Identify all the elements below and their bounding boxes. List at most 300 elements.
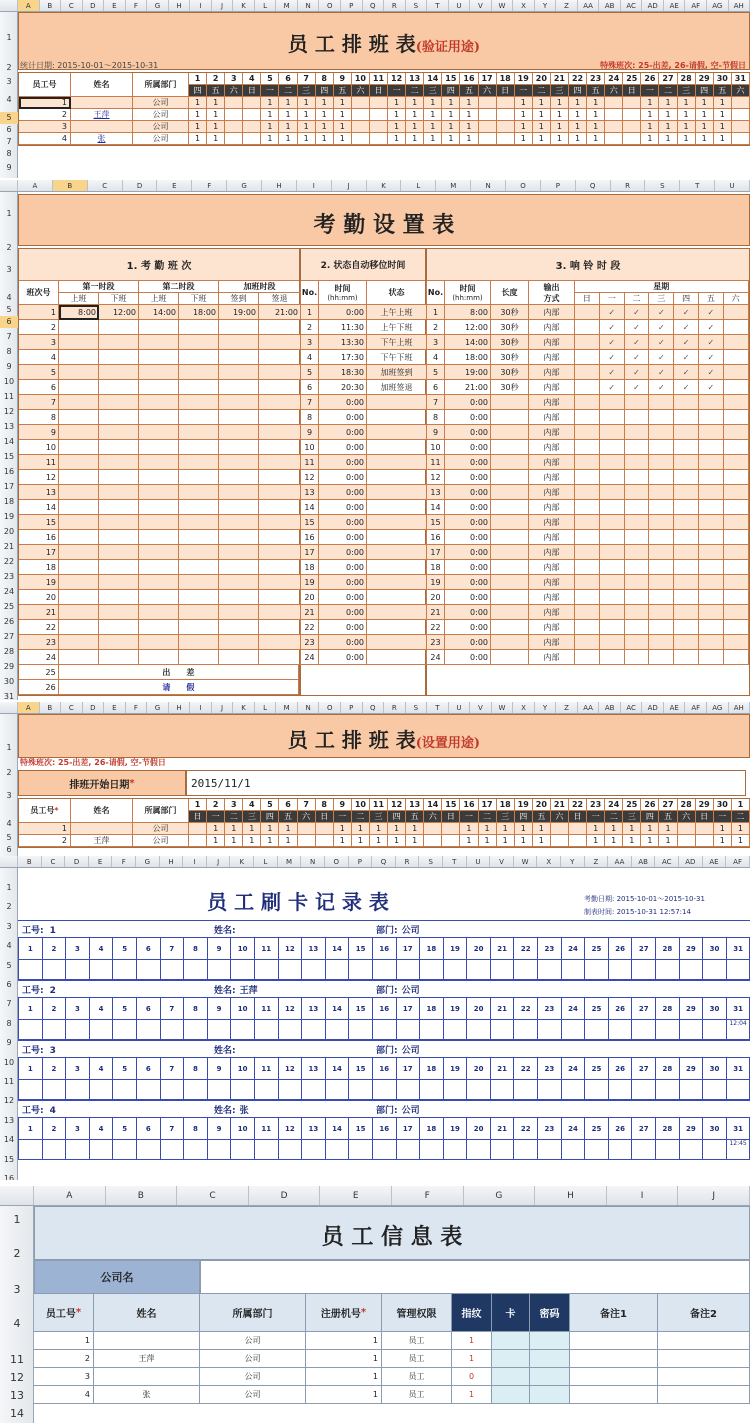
check-icon[interactable]	[625, 410, 650, 425]
shift-time-cell[interactable]	[59, 395, 99, 410]
shift-cell[interactable]: 1	[551, 109, 569, 121]
status-time[interactable]: 0:00	[319, 575, 367, 590]
shift-time-cell[interactable]	[59, 365, 99, 380]
shift-time-cell[interactable]	[259, 440, 301, 455]
shift-cell[interactable]	[189, 823, 207, 835]
bell-time[interactable]: 0:00	[445, 500, 491, 515]
check-icon[interactable]	[699, 590, 724, 605]
check-icon[interactable]	[724, 515, 749, 530]
shift-time-cell[interactable]	[59, 590, 99, 605]
punch-cell[interactable]	[491, 1140, 515, 1160]
check-icon[interactable]	[649, 455, 674, 470]
row-header[interactable]: 16	[3, 1174, 15, 1180]
shift-time-cell[interactable]: 18:00	[179, 305, 219, 320]
punch-cell[interactable]	[255, 1080, 279, 1100]
column-header[interactable]: H	[169, 0, 191, 11]
note1-cell[interactable]	[570, 1350, 658, 1368]
check-icon[interactable]: ✓	[625, 305, 650, 320]
row-header[interactable]: 5	[6, 305, 12, 314]
shift-time-cell[interactable]	[179, 335, 219, 350]
check-icon[interactable]: ✓	[674, 380, 699, 395]
check-icon[interactable]	[625, 485, 650, 500]
column-header[interactable]: N	[301, 856, 325, 867]
punch-cell[interactable]	[727, 1080, 750, 1100]
shift-time-cell[interactable]	[139, 650, 179, 665]
shift-time-cell[interactable]	[139, 470, 179, 485]
shift-cell[interactable]: 1	[388, 133, 406, 145]
shift-time-cell[interactable]	[179, 395, 219, 410]
check-icon[interactable]	[625, 545, 650, 560]
column-header[interactable]: AF	[726, 856, 750, 867]
row-header[interactable]: 11	[3, 1077, 15, 1086]
shift-time-cell[interactable]	[59, 575, 99, 590]
column-header[interactable]: L	[254, 856, 278, 867]
shift-cell[interactable]: 1	[479, 823, 497, 835]
shift-cell[interactable]: 1	[406, 823, 424, 835]
machine-cell[interactable]: 1	[306, 1350, 382, 1368]
shift-cell[interactable]: 1	[460, 97, 478, 109]
shift-time-cell[interactable]	[99, 380, 139, 395]
column-header[interactable]: H	[169, 702, 191, 713]
shift-cell[interactable]	[225, 109, 243, 121]
shift-cell[interactable]: 1	[388, 121, 406, 133]
password-cell[interactable]	[530, 1350, 570, 1368]
shift-cell[interactable]: 1	[388, 97, 406, 109]
punch-cell[interactable]	[208, 1020, 232, 1040]
punch-cell[interactable]	[231, 1020, 255, 1040]
shift-cell[interactable]	[370, 97, 388, 109]
column-header[interactable]: AD	[642, 0, 664, 11]
check-icon[interactable]: ✓	[649, 350, 674, 365]
shift-time-cell[interactable]	[259, 530, 301, 545]
check-icon[interactable]: ✓	[600, 380, 625, 395]
status-time[interactable]: 0:00	[319, 530, 367, 545]
shift-cell[interactable]: 1	[515, 121, 533, 133]
shift-time-cell[interactable]	[219, 650, 259, 665]
status-name[interactable]	[367, 545, 427, 560]
column-header[interactable]: A	[18, 0, 40, 11]
corner-select-all[interactable]	[0, 1186, 34, 1205]
punch-cell[interactable]	[632, 1080, 656, 1100]
shift-cell[interactable]: 1	[189, 121, 207, 133]
punch-cell[interactable]	[467, 1080, 491, 1100]
shift-cell[interactable]	[370, 109, 388, 121]
column-header[interactable]: P	[349, 856, 373, 867]
check-icon[interactable]	[699, 545, 724, 560]
shift-cell[interactable]: 1	[659, 823, 677, 835]
column-header-bar[interactable]	[0, 702, 750, 714]
status-name[interactable]: 加班签退	[367, 380, 427, 395]
shift-cell[interactable]	[479, 109, 497, 121]
note1-cell[interactable]	[570, 1368, 658, 1386]
bell-length[interactable]	[491, 395, 529, 410]
shift-cell[interactable]: 1	[460, 823, 478, 835]
shift-cell[interactable]: 1	[442, 133, 460, 145]
punch-cell[interactable]	[632, 1140, 656, 1160]
shift-time-cell[interactable]	[99, 470, 139, 485]
row-header[interactable]: 31	[3, 692, 15, 700]
password-cell[interactable]	[530, 1386, 570, 1404]
row-header[interactable]: 5	[0, 112, 18, 124]
check-icon[interactable]	[575, 470, 600, 485]
column-header[interactable]: G	[147, 702, 169, 713]
shift-cell[interactable]: 1	[261, 121, 279, 133]
shift-cell[interactable]: 1	[279, 121, 297, 133]
row-header[interactable]: 1	[6, 883, 12, 892]
shift-cell[interactable]: 1	[732, 835, 750, 847]
bell-time[interactable]: 14:00	[445, 335, 491, 350]
check-icon[interactable]	[724, 335, 749, 350]
column-header[interactable]: U	[467, 856, 491, 867]
row-header[interactable]: 9	[6, 1038, 12, 1048]
column-header[interactable]: Z	[556, 0, 578, 11]
row-header[interactable]: 25	[3, 602, 15, 611]
bell-length[interactable]	[491, 530, 529, 545]
shift-time-cell[interactable]	[99, 635, 139, 650]
status-time[interactable]: 0:00	[319, 425, 367, 440]
row-header[interactable]: 14	[3, 1135, 15, 1145]
shift-time-cell[interactable]	[259, 365, 301, 380]
name-cell[interactable]	[71, 121, 133, 133]
punch-cell[interactable]	[420, 1080, 444, 1100]
punch-cell[interactable]	[161, 1080, 185, 1100]
shift-time-cell[interactable]	[259, 335, 301, 350]
shift-time-cell[interactable]	[179, 410, 219, 425]
shift-cell[interactable]	[298, 823, 316, 835]
note2-cell[interactable]	[658, 1368, 750, 1386]
shift-time-cell[interactable]	[179, 620, 219, 635]
shift-time-cell[interactable]	[139, 635, 179, 650]
shift-cell[interactable]: 1	[298, 109, 316, 121]
column-header[interactable]: O	[325, 856, 349, 867]
row-header[interactable]: 13	[3, 422, 15, 431]
shift-time-cell[interactable]	[99, 545, 139, 560]
bell-time[interactable]: 0:00	[445, 515, 491, 530]
row-header[interactable]: 4	[6, 819, 12, 828]
shift-time-cell[interactable]	[259, 470, 301, 485]
column-header[interactable]: J	[678, 1186, 750, 1205]
shift-cell[interactable]: 1	[388, 823, 406, 835]
check-icon[interactable]	[600, 530, 625, 545]
shift-cell[interactable]	[370, 121, 388, 133]
column-header[interactable]: K	[233, 0, 255, 11]
shift-time-cell[interactable]	[139, 560, 179, 575]
shift-time-cell[interactable]	[259, 560, 301, 575]
punch-cell[interactable]	[113, 1140, 137, 1160]
row-header[interactable]: 4	[6, 95, 12, 104]
punch-cell[interactable]	[491, 1020, 515, 1040]
check-icon[interactable]	[699, 635, 724, 650]
column-header[interactable]: L	[255, 0, 277, 11]
status-time[interactable]: 0:00	[319, 560, 367, 575]
check-icon[interactable]	[674, 515, 699, 530]
column-header[interactable]: AG	[707, 702, 729, 713]
check-icon[interactable]	[649, 635, 674, 650]
row-header[interactable]: 13	[10, 1389, 24, 1402]
column-header[interactable]: E	[104, 0, 126, 11]
punch-cell[interactable]	[137, 1020, 161, 1040]
punch-cell[interactable]	[538, 1080, 562, 1100]
row-header[interactable]: 6	[6, 125, 12, 134]
punch-cell[interactable]	[326, 1080, 350, 1100]
column-header[interactable]: H	[535, 1186, 607, 1205]
bell-output[interactable]: 内部	[529, 590, 575, 605]
shift-time-cell[interactable]: 19:00	[219, 305, 259, 320]
shift-time-cell[interactable]	[259, 380, 301, 395]
column-header[interactable]: L	[401, 180, 436, 191]
shift-time-cell[interactable]	[99, 500, 139, 515]
column-header[interactable]: J	[212, 0, 234, 11]
punch-cell[interactable]	[467, 960, 491, 980]
shift-time-cell[interactable]	[179, 605, 219, 620]
column-header[interactable]: G	[464, 1186, 536, 1205]
shift-cell[interactable]: 1	[714, 97, 732, 109]
shift-cell[interactable]	[605, 97, 623, 109]
row-header[interactable]: 15	[3, 452, 15, 461]
shift-time-cell[interactable]	[59, 425, 99, 440]
note1-cell[interactable]	[570, 1386, 658, 1404]
punch-cell[interactable]	[420, 1020, 444, 1040]
dept-cell[interactable]: 公司	[200, 1386, 306, 1404]
row-header[interactable]: 3	[6, 791, 12, 800]
corner-select-all[interactable]	[0, 702, 18, 713]
shift-cell[interactable]	[605, 133, 623, 145]
bell-time[interactable]: 0:00	[445, 395, 491, 410]
bell-length[interactable]	[491, 560, 529, 575]
shift-cell[interactable]: 1	[587, 823, 605, 835]
punch-cell[interactable]	[90, 1020, 114, 1040]
shift-time-cell[interactable]	[219, 560, 259, 575]
shift-time-cell[interactable]	[219, 425, 259, 440]
bell-time[interactable]: 0:00	[445, 545, 491, 560]
shift-time-cell[interactable]	[59, 545, 99, 560]
column-header[interactable]: E	[320, 1186, 392, 1205]
column-header[interactable]: F	[126, 702, 148, 713]
row-header[interactable]: 12	[3, 1096, 15, 1106]
status-name[interactable]	[367, 560, 427, 575]
status-name[interactable]	[367, 485, 427, 500]
check-icon[interactable]	[600, 590, 625, 605]
shift-cell[interactable]	[696, 823, 714, 835]
shift-cell[interactable]	[497, 97, 515, 109]
bell-length[interactable]: 30秒	[491, 350, 529, 365]
shift-cell[interactable]: 1	[533, 835, 551, 847]
status-time[interactable]: 0:00	[319, 455, 367, 470]
column-header[interactable]: U	[449, 702, 471, 713]
shift-cell[interactable]	[424, 835, 442, 847]
name-cell[interactable]: 王萍	[71, 835, 133, 847]
shift-time-cell[interactable]	[259, 455, 301, 470]
column-header[interactable]: AA	[578, 0, 600, 11]
shift-time-cell[interactable]	[259, 395, 301, 410]
check-icon[interactable]	[674, 620, 699, 635]
column-header[interactable]: H	[262, 180, 297, 191]
check-icon[interactable]	[575, 575, 600, 590]
shift-cell[interactable]: 1	[515, 823, 533, 835]
bell-output[interactable]: 内部	[529, 530, 575, 545]
bell-length[interactable]: 30秒	[491, 380, 529, 395]
check-icon[interactable]	[575, 440, 600, 455]
check-icon[interactable]	[649, 530, 674, 545]
punch-cell[interactable]	[161, 960, 185, 980]
column-header[interactable]: C	[42, 856, 66, 867]
column-header[interactable]: Q	[363, 0, 385, 11]
bell-output[interactable]: 内部	[529, 650, 575, 665]
shift-cell[interactable]: 1	[316, 109, 334, 121]
column-header[interactable]: P	[341, 702, 363, 713]
column-header[interactable]: C	[61, 0, 83, 11]
check-icon[interactable]	[674, 590, 699, 605]
column-header[interactable]: J	[207, 856, 231, 867]
shift-time-cell[interactable]	[219, 335, 259, 350]
shift-cell[interactable]	[352, 97, 370, 109]
permission-cell[interactable]: 员工	[382, 1350, 452, 1368]
shift-time-cell[interactable]	[179, 380, 219, 395]
shift-cell[interactable]	[569, 835, 587, 847]
check-icon[interactable]	[600, 650, 625, 665]
dept-cell[interactable]: 公司	[133, 109, 189, 121]
shift-time-cell[interactable]	[59, 500, 99, 515]
bell-length[interactable]	[491, 575, 529, 590]
status-time[interactable]: 13:30	[319, 335, 367, 350]
column-header[interactable]: T	[443, 856, 467, 867]
shift-time-cell[interactable]	[99, 395, 139, 410]
check-icon[interactable]	[649, 560, 674, 575]
row-header[interactable]: 1	[6, 33, 12, 42]
punch-cell[interactable]	[66, 1020, 90, 1040]
name-cell[interactable]: 王萍	[94, 1350, 200, 1368]
row-header[interactable]: 18	[3, 497, 15, 506]
shift-cell[interactable]: 1	[533, 823, 551, 835]
shift-time-cell[interactable]	[179, 455, 219, 470]
shift-time-cell[interactable]	[99, 425, 139, 440]
shift-cell[interactable]: 1	[587, 109, 605, 121]
shift-time-cell[interactable]	[99, 650, 139, 665]
punch-cell[interactable]	[19, 1140, 43, 1160]
column-header[interactable]: O	[319, 702, 341, 713]
shift-time-cell[interactable]: 14:00	[139, 305, 179, 320]
shift-time-cell[interactable]: 12:00	[99, 305, 139, 320]
column-header[interactable]: K	[230, 856, 254, 867]
punch-cell[interactable]	[349, 1140, 373, 1160]
punch-cell[interactable]	[397, 1020, 421, 1040]
punch-cell[interactable]	[255, 960, 279, 980]
check-icon[interactable]: ✓	[649, 365, 674, 380]
shift-cell[interactable]: 1	[279, 823, 297, 835]
shift-time-cell[interactable]	[99, 590, 139, 605]
punch-cell[interactable]	[632, 960, 656, 980]
punch-cell[interactable]	[656, 960, 680, 980]
punch-cell[interactable]	[161, 1020, 185, 1040]
bell-output[interactable]: 内部	[529, 395, 575, 410]
shift-time-cell[interactable]	[99, 530, 139, 545]
row-header[interactable]: 22	[3, 557, 15, 566]
shift-time-cell[interactable]	[179, 350, 219, 365]
punch-cell[interactable]	[184, 1140, 208, 1160]
check-icon[interactable]	[674, 395, 699, 410]
shift-cell[interactable]: 1	[261, 109, 279, 121]
row-header[interactable]: 2	[6, 63, 12, 72]
check-icon[interactable]: ✓	[674, 365, 699, 380]
punch-cell[interactable]	[279, 960, 303, 980]
shift-cell[interactable]: 1	[696, 133, 714, 145]
shift-time-cell[interactable]	[139, 320, 179, 335]
shift-cell[interactable]: 1	[605, 835, 623, 847]
shift-time-cell[interactable]	[219, 500, 259, 515]
column-header[interactable]: S	[645, 180, 680, 191]
shift-cell[interactable]: 1	[551, 133, 569, 145]
shift-time-cell[interactable]	[179, 650, 219, 665]
check-icon[interactable]: ✓	[625, 320, 650, 335]
column-header[interactable]: Y	[535, 0, 557, 11]
column-header[interactable]: G	[227, 180, 262, 191]
punch-cell[interactable]	[113, 960, 137, 980]
punch-cell[interactable]	[43, 1020, 67, 1040]
shift-time-cell[interactable]	[219, 485, 259, 500]
check-icon[interactable]	[724, 575, 749, 590]
punch-cell[interactable]	[656, 1080, 680, 1100]
check-icon[interactable]	[575, 515, 600, 530]
punch-cell[interactable]	[562, 1080, 586, 1100]
status-name[interactable]	[367, 530, 427, 545]
shift-cell[interactable]: 1	[189, 97, 207, 109]
check-icon[interactable]	[699, 620, 724, 635]
column-header[interactable]: V	[490, 856, 514, 867]
check-icon[interactable]	[699, 440, 724, 455]
shift-cell[interactable]: 1	[479, 835, 497, 847]
emp-id-cell[interactable]: 2	[34, 1350, 94, 1368]
shift-cell[interactable]: 1	[569, 97, 587, 109]
corner-select-all[interactable]	[0, 0, 18, 11]
row-header[interactable]: 30	[3, 677, 15, 686]
column-header[interactable]: R	[384, 702, 406, 713]
shift-cell[interactable]	[623, 121, 641, 133]
bell-output[interactable]: 内部	[529, 620, 575, 635]
shift-cell[interactable]	[352, 133, 370, 145]
shift-cell[interactable]	[352, 121, 370, 133]
row-header-bar[interactable]	[0, 1206, 34, 1423]
check-icon[interactable]	[575, 620, 600, 635]
shift-cell[interactable]: 1	[298, 121, 316, 133]
shift-time-cell[interactable]	[59, 485, 99, 500]
punch-cell[interactable]	[491, 1080, 515, 1100]
shift-time-cell[interactable]	[139, 605, 179, 620]
punch-cell[interactable]	[184, 960, 208, 980]
punch-cell[interactable]	[349, 1020, 373, 1040]
column-header[interactable]: A	[18, 180, 53, 191]
punch-cell[interactable]	[703, 1140, 727, 1160]
check-icon[interactable]	[575, 530, 600, 545]
bell-length[interactable]	[491, 545, 529, 560]
start-date-input[interactable]: 2015/11/1	[186, 770, 746, 796]
bell-output[interactable]: 内部	[529, 410, 575, 425]
punch-cell[interactable]	[326, 960, 350, 980]
shift-time-cell[interactable]	[59, 350, 99, 365]
shift-cell[interactable]: 1	[587, 133, 605, 145]
check-icon[interactable]: ✓	[674, 350, 699, 365]
check-icon[interactable]: ✓	[600, 335, 625, 350]
shift-cell[interactable]: 1	[424, 109, 442, 121]
punch-cell[interactable]	[703, 1020, 727, 1040]
shift-cell[interactable]: 1	[261, 823, 279, 835]
punch-cell[interactable]: 12:04	[727, 1020, 750, 1040]
shift-cell[interactable]: 1	[279, 97, 297, 109]
column-header[interactable]: S	[406, 702, 428, 713]
shift-cell[interactable]: 1	[406, 121, 424, 133]
fingerprint-cell[interactable]: 1	[452, 1386, 492, 1404]
status-time[interactable]: 0:00	[319, 545, 367, 560]
column-header[interactable]: AE	[664, 0, 686, 11]
